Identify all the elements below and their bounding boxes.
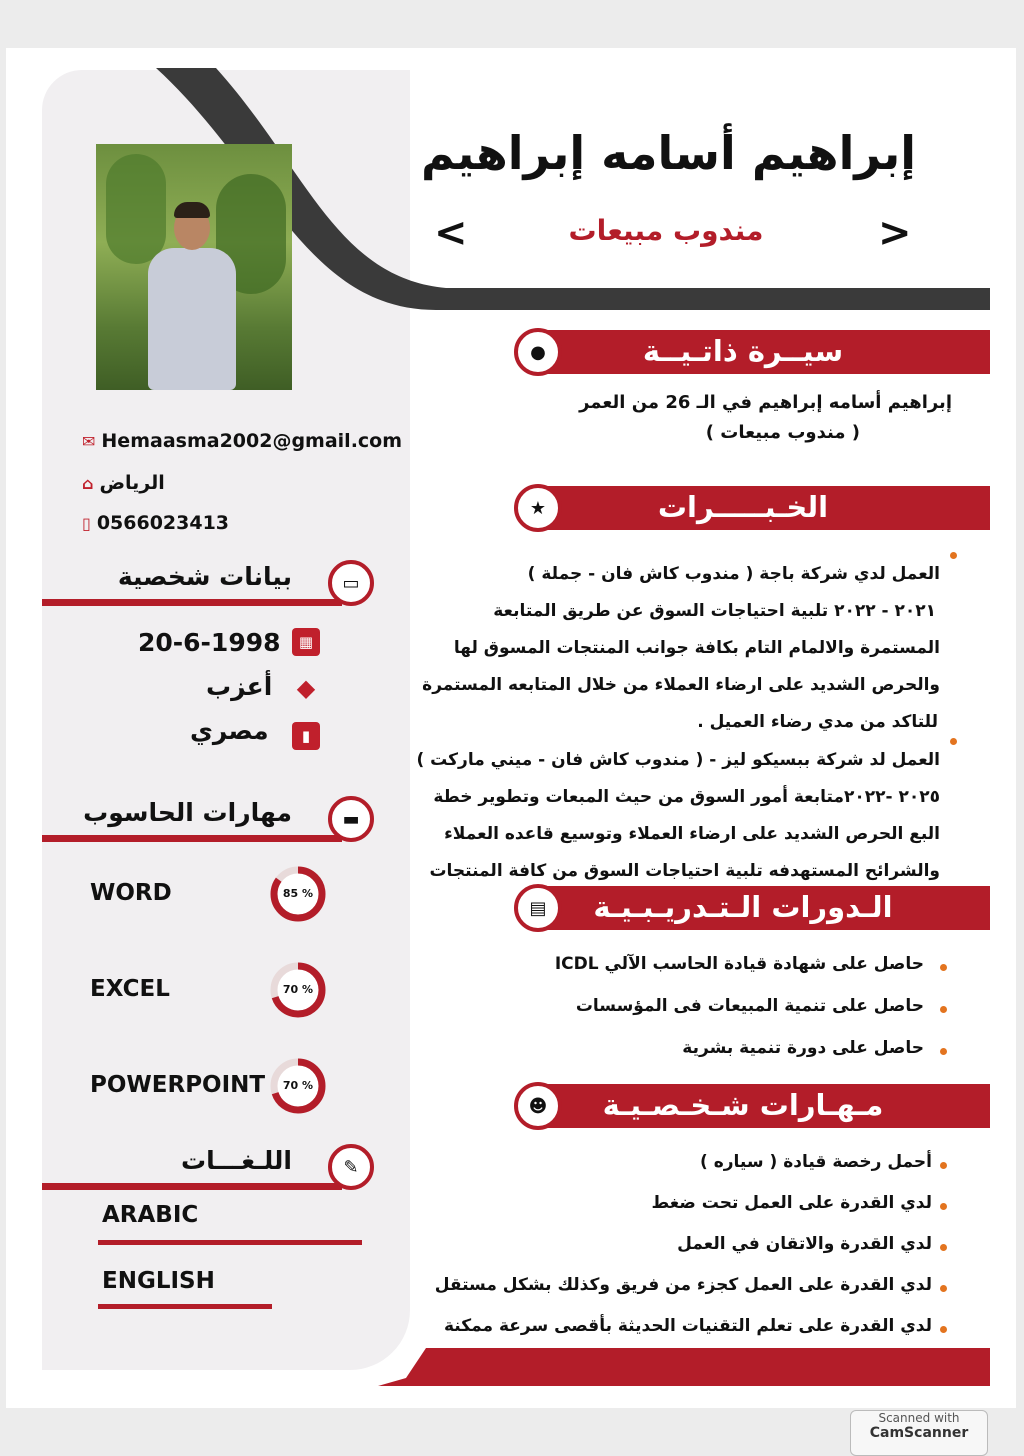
soft-skills-heading: مـهـارات شـخـصـيـة [602,1088,884,1122]
computer-skills-heading: مهارات الحاسوب [83,798,292,827]
contact-email [82,430,402,452]
profile-section-header [514,330,990,374]
soft-skill-item: لدي القدرة على العمل تحت ضغط [651,1193,932,1213]
experience-section-header [514,486,990,530]
course-bullet [940,964,947,971]
personal-section-header [42,562,372,606]
languages-header [42,1146,372,1190]
language-english: ENGLISH [102,1268,215,1294]
chevron-right-icon: > [878,210,912,256]
experience-bullet [950,552,957,559]
skill-excel-percent: 70 % [282,983,314,996]
personal-heading: بيانات شخصية [117,562,292,591]
language-arabic: ARABIC [102,1202,199,1228]
experience-line: للتاكد من مدي رضاء العميل . [697,712,938,732]
laptop-icon: ▬ [328,796,374,842]
id-card-icon: ▭ [328,560,374,606]
experience-line: والحرص الشديد على ارضاء العملاء من خلال المتابعه المستمرة [422,675,940,695]
language-english-bar [98,1304,272,1309]
calendar-icon: ▦ [292,628,320,656]
birth-date: 20-6-1998 [138,628,281,657]
book-icon: ▮ [292,722,320,750]
soft-skill-item: لدي القدرة على تعلم التقنيات الحديثة بأقصى سرعة ممكنة [444,1316,932,1336]
phone-icon: ▯ [82,513,91,533]
home-icon: ⌂ [82,473,94,493]
skill-powerpoint-name: POWERPOINT [90,1072,266,1098]
experience-line: ٢٠٢٥ -٢٠٢٢متابعة أمور السوق من حيث المبعات وتطوير خطة [433,787,940,807]
user-icon: ● [514,328,562,376]
soft-skill-item: لدي القدرة على العمل كجزء من فريق وكذلك بشكل مستقل [434,1275,932,1295]
computer-skills-header [42,798,372,842]
soft-skill-bullet [940,1285,947,1292]
skill-excel-name: EXCEL [90,976,170,1002]
contact-phone [82,512,229,534]
camscanner-watermark [850,1410,988,1456]
soft-skill-bullet [940,1162,947,1169]
diamond-icon: ◆ [296,674,316,702]
course-item: حاصل على تنمية المبيعات فى المؤسسات [575,996,924,1016]
soft-skill-item: أحمل رخصة قيادة ( سياره ) [700,1152,932,1172]
language-arabic-bar [98,1240,362,1245]
soft-skill-bullet [940,1244,947,1251]
chevron-left-icon: < [434,210,468,256]
experience-line: المستمرة والالمام التام بكافة جوانب المنتجات المسوق لها [453,638,940,658]
skill-powerpoint-percent: 70 % [282,1079,314,1092]
email-text: Hemaasma2002@gmail.com [101,430,403,452]
experience-line: والشرائح المستهدفه تلبية احتياجات السوق من كافة المنتجات [429,861,940,881]
candidate-name: إبراهيم أسامه إبراهيم [420,126,916,180]
experience-bullet [950,738,957,745]
notebook-icon: ▤ [514,884,562,932]
soft-skills-section-header [514,1084,990,1128]
experience-line: العمل لدي شركة باجة ( مندوب كاش فان - جملة ) [527,564,940,584]
experience-line: العمل لد شركة ببسيكو ليز - ( مندوب كاش فان - ميني ماركت ) [416,750,940,770]
experience-line: ٢٠٢١ - ٢٠٢٢ تلبية احتياجات السوق عن طريق المتابعة [493,601,936,621]
profile-line-1: إبراهيم أسامه إبراهيم في الـ 26 من العمر [579,392,952,413]
soft-skill-bullet [940,1203,947,1210]
profile-photo [96,144,292,390]
course-bullet [940,1006,947,1013]
phone-text: 0566023413 [96,512,230,534]
course-bullet [940,1048,947,1055]
star-icon: ★ [514,484,562,532]
footer-band [378,1348,990,1386]
skill-word-name: WORD [90,880,172,906]
experience-heading: الخـبـــــرات [657,490,829,524]
profile-heading: سيــرة ذاتـيــة [642,334,844,368]
profile-line-2: ( مندوب مبيعات ) [705,422,860,443]
resume-page [6,48,1016,1408]
team-icon: ☻ [514,1082,562,1130]
city-text: الرياض [99,472,165,494]
soft-skill-item: لدي القدرة والاتقان في العمل [677,1234,932,1254]
pen-icon: ✎ [328,1144,374,1190]
course-item: حاصل على دورة تنمية بشرية [682,1038,924,1058]
marital-status: أعزب [206,672,273,701]
job-title: مندوب مبيعات [568,214,764,247]
courses-section-header [514,886,990,930]
courses-heading: الـدورات الـتـدريـبـيـة [593,890,893,924]
languages-heading: اللـغـــات [181,1146,292,1175]
contact-city [82,472,165,494]
mail-icon: ✉ [82,431,96,451]
watermark-line-2: CamScanner [869,1425,969,1441]
skill-word-percent: 85 % [282,887,314,900]
watermark-line-1: Scanned with [878,1411,960,1425]
nationality: مصري [190,716,269,745]
course-item: حاصل على شهادة قيادة الحاسب الآلي ICDL [554,954,924,974]
soft-skill-bullet [940,1326,947,1333]
experience-line: البع الحرص الشديد على ارضاء العملاء وتوسيع قاعده العملاء [444,824,940,844]
